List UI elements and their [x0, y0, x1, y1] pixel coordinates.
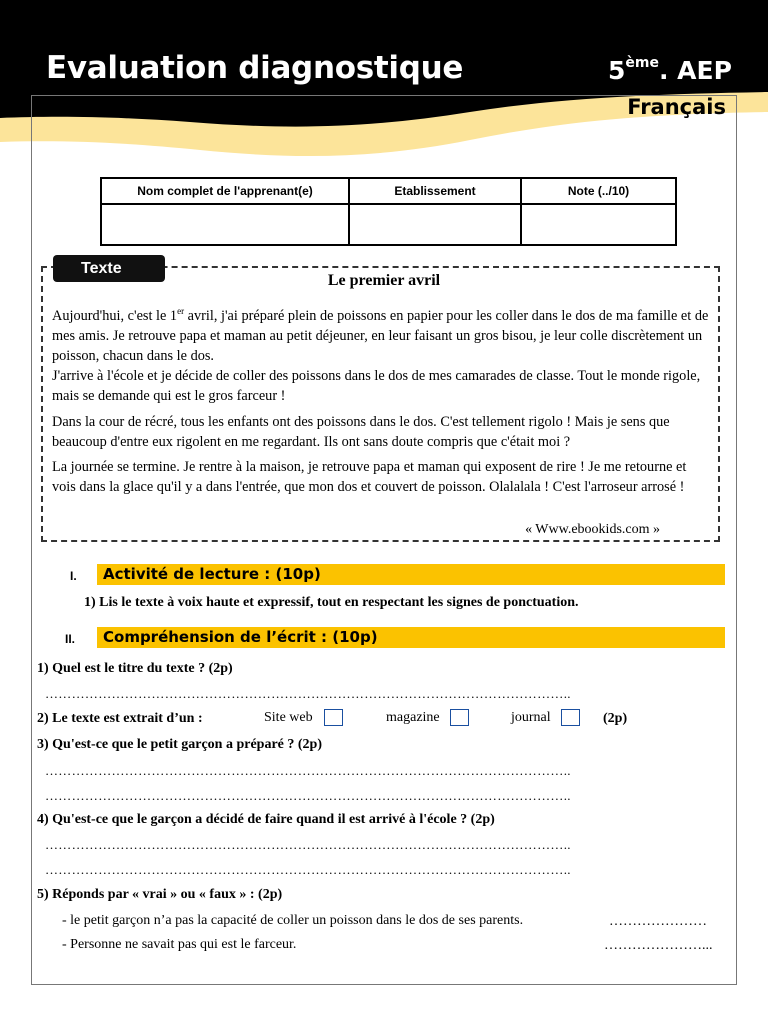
text-paragraph-4: La journée se termine. Je rentre à la maison, je retrouve papa et maman qui exposent de rire ! Je me retourne et vois dans la glace qu'il y a dans l'entrée, que mon dos et couvert de poisson. Olalalala ! C'est l'arroseur arrosé ! [52, 459, 687, 495]
statement-2-answer[interactable]: …………………... [604, 938, 713, 953]
answer-line-4a[interactable]: ……………………………………………………………………………………………………….. [45, 837, 571, 852]
section-1-title: Activité de lecture : (10p) [103, 565, 321, 583]
section-2-numeral: II. [65, 632, 76, 646]
text-source: « Www.ebookids.com » [525, 522, 660, 537]
section-2-title: Compréhension de l’écrit : (10p) [103, 628, 378, 646]
answer-line-3b[interactable]: ……………………………………………………………………………………………………….. [45, 788, 571, 803]
grade-header: Note (../10) [521, 178, 676, 204]
grade-cell[interactable] [521, 204, 676, 245]
question-5: 5) Réponds par « vrai » ou « faux » : (2p) [37, 887, 283, 902]
text-paragraph-3: Dans la cour de récré, tous les enfants ont des poissons dans le dos. C'est tellement rigolo ! Mais je sens que beaucoup d'entre eux rigolent en me regardant. Ils ont sans doute compris que c'était moi ? [52, 414, 670, 450]
question-4: 4) Qu'est-ce que le garçon a décidé de faire quand il est arrivé à l'école ? (2p) [37, 812, 495, 827]
student-info-table [100, 177, 677, 246]
statement-2: - Personne ne savait pas qui est le farceur. [62, 937, 297, 952]
name-cell[interactable] [101, 204, 349, 245]
page-title: Evaluation diagnostique [46, 50, 464, 86]
answer-line-1[interactable]: ……………………………………………………………………………………………………….. [45, 686, 571, 701]
text-tab-label: Texte [53, 255, 165, 282]
answer-line-3a[interactable]: ……………………………………………………………………………………………………….. [45, 763, 571, 778]
option-site-web-label: Site web [264, 710, 313, 725]
subject-label: Français [627, 95, 726, 119]
question-2: 2) Le texte est extrait d’un : [37, 711, 203, 726]
text-paragraph-2: J'arrive à l'école et je décide de coller des poissons dans le dos de mes camarades de classe. Tout le monde rigole, mais se demande qui est le gros farceur ! [52, 368, 701, 404]
statement-1: - le petit garçon n’a pas la capacité de coller un poisson dans le dos de ses parents. [62, 913, 524, 928]
reading-instruction: 1) Lis le texte à voix haute et expressif, tout en respectant les signes de ponctuation. [84, 595, 579, 610]
option-journal-checkbox[interactable] [561, 709, 580, 726]
option-magazine-checkbox[interactable] [450, 709, 469, 726]
section-1-numeral: I. [70, 569, 77, 583]
grade-label: 5ème. AEP [608, 55, 732, 85]
text-paragraph-1: Aujourd'hui, c'est le 1er avril, j'ai préparé plein de poissons en papier pour les coller dans le dos de ma famille et de mes amis. Je retrouve papa et maman au petit déjeuner, en leur faisant un gros bisou, je leur colle discrètement un poisson, chacun dans le dos. [52, 306, 709, 364]
option-site-web-checkbox[interactable] [324, 709, 343, 726]
school-cell[interactable] [349, 204, 521, 245]
option-journal-label: journal [511, 710, 551, 725]
statement-1-answer[interactable]: ………………… [609, 914, 707, 929]
school-header: Etablissement [349, 178, 521, 204]
answer-line-4b[interactable]: ……………………………………………………………………………………………………….. [45, 862, 571, 877]
option-magazine-label: magazine [386, 710, 440, 725]
question-1: 1) Quel est le titre du texte ? (2p) [37, 661, 233, 676]
question-3: 3) Qu'est-ce que le petit garçon a préparé ? (2p) [37, 737, 322, 752]
name-header: Nom complet de l'apprenant(e) [101, 178, 349, 204]
text-title: Le premier avril [327, 272, 441, 289]
question-2-points: (2p) [603, 711, 628, 726]
